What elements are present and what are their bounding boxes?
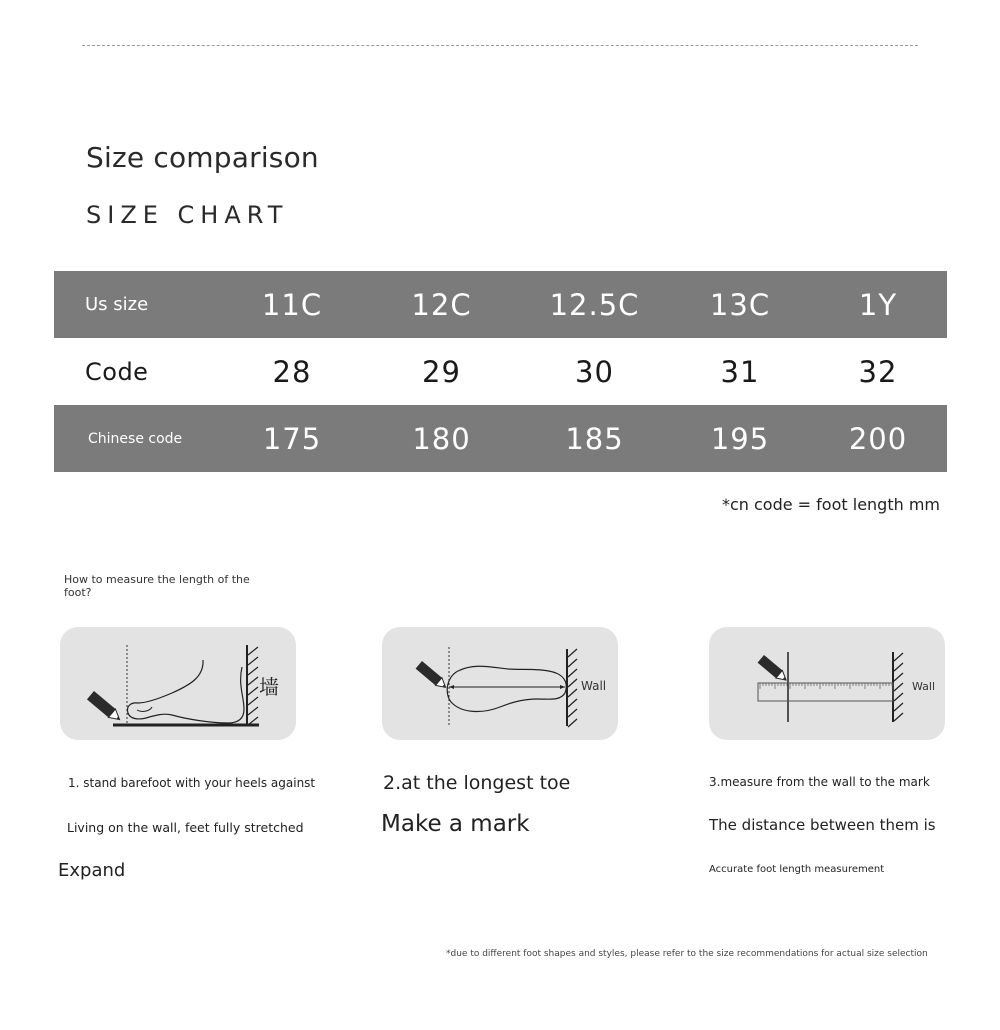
pencil-icon: [758, 655, 790, 684]
table-row-code: [54, 338, 947, 405]
table-cell: 12.5C: [518, 271, 671, 338]
wall-label: Wall: [581, 679, 607, 693]
cn-code-note: *cn code = foot length mm: [721, 495, 940, 514]
top-dashed-divider: [82, 45, 918, 46]
step2-line2: Make a mark: [381, 811, 530, 837]
table-cell: 1Y: [809, 271, 947, 338]
wall-label: Wall: [912, 680, 936, 693]
size-table: [54, 271, 947, 472]
table-cell: 175: [219, 405, 365, 472]
table-cell: 195: [671, 405, 809, 472]
table-cell: 185: [518, 405, 671, 472]
row-label-us-size: Us size: [54, 271, 219, 338]
table-cell: 29: [365, 338, 518, 405]
step1-line2: Living on the wall, feet fully stretched: [67, 820, 304, 835]
step3-line3: Accurate foot length measurement: [709, 864, 885, 875]
measure-illustration-step1: [60, 627, 296, 740]
pencil-icon: [416, 661, 449, 691]
row-label-code: Code: [54, 338, 219, 405]
table-cell: 32: [809, 338, 947, 405]
measure-illustration-step2: [382, 627, 618, 740]
table-row-us-size: [54, 271, 947, 338]
table-cell: 11C: [219, 271, 365, 338]
measure-illustration-step3: [709, 627, 945, 740]
expand-label: Expand: [58, 860, 126, 881]
measure-heading: How to measure the length of the foot?: [64, 573, 250, 599]
pencil-icon: [87, 691, 123, 724]
step2-line1: 2.at the longest toe: [383, 772, 571, 794]
page-title: Size comparison: [86, 141, 319, 174]
ruler-illustration: [709, 627, 945, 740]
foot-side-illustration: [60, 627, 296, 740]
table-cell: 180: [365, 405, 518, 472]
size-footnote: *due to different foot shapes and styles, please refer to the size recommendations for actual size selection: [446, 949, 928, 959]
row-label-chinese-code: Chinese code: [54, 405, 219, 472]
step1-line1: 1. stand barefoot with your heels against: [68, 776, 316, 790]
step3-line2: The distance between them is: [709, 816, 936, 834]
table-row-chinese-code: [54, 405, 947, 472]
table-cell: 28: [219, 338, 365, 405]
table-cell: 13C: [671, 271, 809, 338]
wall-label: 墙: [259, 675, 279, 699]
step3-line1: 3.measure from the wall to the mark: [709, 775, 930, 789]
foot-top-illustration: [382, 627, 618, 740]
table-cell: 12C: [365, 271, 518, 338]
table-cell: 31: [671, 338, 809, 405]
table-cell: 200: [809, 405, 947, 472]
table-cell: 30: [518, 338, 671, 405]
page-subtitle: SIZE CHART: [86, 201, 289, 229]
